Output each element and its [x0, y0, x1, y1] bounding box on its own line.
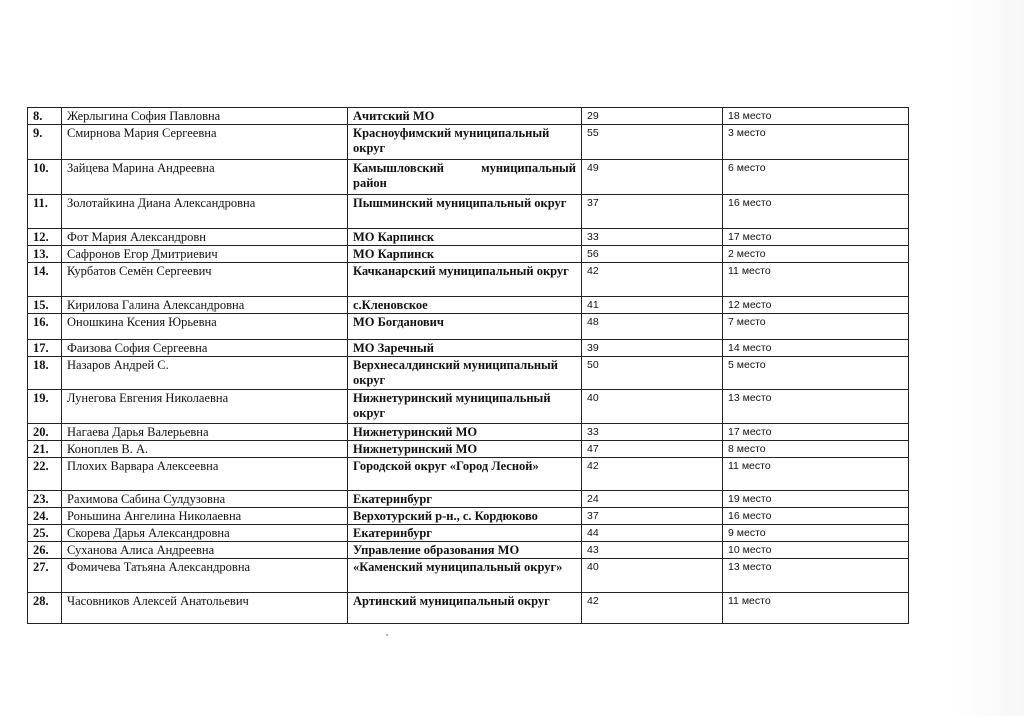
row-number: 17.	[28, 340, 62, 357]
municipality: Артинский муниципальный округ	[348, 593, 582, 624]
table-row	[28, 508, 909, 525]
row-number: 14.	[28, 263, 62, 297]
place: 18 место	[723, 108, 909, 125]
place: 6 место	[723, 160, 909, 195]
row-number: 19.	[28, 390, 62, 424]
score: 43	[582, 542, 723, 559]
table-row	[28, 390, 909, 424]
table-row	[28, 424, 909, 441]
table-row	[28, 314, 909, 340]
table-row	[28, 593, 909, 624]
score: 47	[582, 441, 723, 458]
municipality: Управление образования МО	[348, 542, 582, 559]
place: 3 место	[723, 125, 909, 160]
score: 42	[582, 593, 723, 624]
municipality: Камышловский муниципальный район	[348, 160, 582, 195]
participant-name: Лунегова Евгения Николаевна	[62, 390, 348, 424]
score: 37	[582, 508, 723, 525]
results-table	[27, 107, 909, 624]
score: 24	[582, 491, 723, 508]
participant-name: Суханова Алиса Андреевна	[62, 542, 348, 559]
place: 19 место	[723, 491, 909, 508]
score: 49	[582, 160, 723, 195]
participant-name: Курбатов Семён Сергеевич	[62, 263, 348, 297]
place: 10 место	[723, 542, 909, 559]
score: 39	[582, 340, 723, 357]
municipality: Красноуфимский муниципальный округ	[348, 125, 582, 160]
score: 40	[582, 559, 723, 593]
municipality: Екатеринбург	[348, 491, 582, 508]
participant-name: Роньшина Ангелина Николаевна	[62, 508, 348, 525]
score: 42	[582, 263, 723, 297]
participant-name: Жерлыгина София Павловна	[62, 108, 348, 125]
scan-speck	[386, 634, 388, 636]
place: 5 место	[723, 357, 909, 390]
municipality: Пышминский муниципальный округ	[348, 195, 582, 229]
place: 16 место	[723, 508, 909, 525]
municipality: Нижнетуринский муниципальный округ	[348, 390, 582, 424]
table-row	[28, 559, 909, 593]
score: 29	[582, 108, 723, 125]
table-row	[28, 357, 909, 390]
place: 11 место	[723, 593, 909, 624]
participant-name: Коноплев В. А.	[62, 441, 348, 458]
participant-name: Скорева Дарья Александровна	[62, 525, 348, 542]
table-row	[28, 125, 909, 160]
participant-name: Часовников Алексей Анатольевич	[62, 593, 348, 624]
table-row	[28, 246, 909, 263]
municipality: Нижнетуринский МО	[348, 441, 582, 458]
place: 17 место	[723, 424, 909, 441]
table-row	[28, 491, 909, 508]
table-row	[28, 297, 909, 314]
table-row	[28, 525, 909, 542]
score: 33	[582, 424, 723, 441]
municipality: Нижнетуринский МО	[348, 424, 582, 441]
place: 12 место	[723, 297, 909, 314]
row-number: 15.	[28, 297, 62, 314]
participant-name: Рахимова Сабина Сулдузовна	[62, 491, 348, 508]
municipality: МО Заречный	[348, 340, 582, 357]
table-row	[28, 195, 909, 229]
participant-name: Фомичева Татьяна Александровна	[62, 559, 348, 593]
table-row	[28, 441, 909, 458]
participant-name: Смирнова Мария Сергеевна	[62, 125, 348, 160]
score: 56	[582, 246, 723, 263]
place: 7 место	[723, 314, 909, 340]
municipality: Качканарский муниципальный округ	[348, 263, 582, 297]
municipality: с.Кленовское	[348, 297, 582, 314]
score: 50	[582, 357, 723, 390]
score: 48	[582, 314, 723, 340]
score: 42	[582, 458, 723, 491]
row-number: 20.	[28, 424, 62, 441]
row-number: 27.	[28, 559, 62, 593]
row-number: 22.	[28, 458, 62, 491]
score: 55	[582, 125, 723, 160]
score: 37	[582, 195, 723, 229]
table-row	[28, 108, 909, 125]
participant-name: Плохих Варвара Алексеевна	[62, 458, 348, 491]
place: 13 место	[723, 390, 909, 424]
row-number: 9.	[28, 125, 62, 160]
participant-name: Зайцева Марина Андреевна	[62, 160, 348, 195]
row-number: 23.	[28, 491, 62, 508]
score: 44	[582, 525, 723, 542]
row-number: 12.	[28, 229, 62, 246]
row-number: 25.	[28, 525, 62, 542]
place: 11 место	[723, 458, 909, 491]
row-number: 28.	[28, 593, 62, 624]
participant-name: Золотайкина Диана Александровна	[62, 195, 348, 229]
participant-name: Нагаева Дарья Валерьевна	[62, 424, 348, 441]
participant-name: Оношкина Ксения Юрьевна	[62, 314, 348, 340]
row-number: 11.	[28, 195, 62, 229]
table-row	[28, 160, 909, 195]
score: 40	[582, 390, 723, 424]
score: 33	[582, 229, 723, 246]
table-row	[28, 263, 909, 297]
municipality: Городской округ «Город Лесной»	[348, 458, 582, 491]
place: 16 место	[723, 195, 909, 229]
place: 9 место	[723, 525, 909, 542]
place: 11 место	[723, 263, 909, 297]
municipality: Верхотурский р-н., с. Кордюково	[348, 508, 582, 525]
place: 8 место	[723, 441, 909, 458]
municipality: Екатеринбург	[348, 525, 582, 542]
row-number: 26.	[28, 542, 62, 559]
score: 41	[582, 297, 723, 314]
participant-name: Фаизова София Сергеевна	[62, 340, 348, 357]
municipality: Верхнесалдинский муниципальный округ	[348, 357, 582, 390]
municipality: МО Богданович	[348, 314, 582, 340]
participant-name: Кирилова Галина Александровна	[62, 297, 348, 314]
participant-name: Фот Мария Александровн	[62, 229, 348, 246]
place: 13 место	[723, 559, 909, 593]
row-number: 16.	[28, 314, 62, 340]
row-number: 13.	[28, 246, 62, 263]
row-number: 10.	[28, 160, 62, 195]
row-number: 18.	[28, 357, 62, 390]
place: 14 место	[723, 340, 909, 357]
table-row	[28, 542, 909, 559]
municipality: Ачитский МО	[348, 108, 582, 125]
participant-name: Назаров Андрей С.	[62, 357, 348, 390]
place: 2 место	[723, 246, 909, 263]
table-row	[28, 340, 909, 357]
table-row	[28, 229, 909, 246]
row-number: 24.	[28, 508, 62, 525]
municipality: МО Карпинск	[348, 246, 582, 263]
row-number: 21.	[28, 441, 62, 458]
row-number: 8.	[28, 108, 62, 125]
municipality: «Каменский муниципальный округ»	[348, 559, 582, 593]
scan-edge-shading	[954, 0, 1024, 716]
participant-name: Сафронов Егор Дмитриевич	[62, 246, 348, 263]
table-row	[28, 458, 909, 491]
municipality: МО Карпинск	[348, 229, 582, 246]
place: 17 место	[723, 229, 909, 246]
